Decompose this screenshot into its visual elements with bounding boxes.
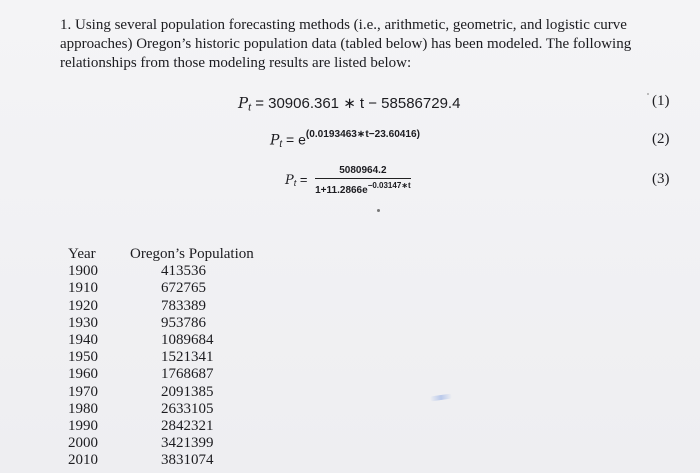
population-cell: 413536 — [161, 263, 206, 280]
equation-arithmetic — [238, 94, 460, 114]
year-cell: 1920 — [68, 297, 98, 314]
eq2-lhs-sub: t — [279, 138, 283, 150]
problem-statement: 1. Using several population forecasting methods (i.e., arithmetic, geometric, and logistic curve approaches) Oregon’s historic population data (tabled below) has been modeled. The following relationships from those modeling results are listed below: — [60, 17, 632, 71]
eq1-rhs: = 30906.361 ∗ t − 58586729.4 — [255, 95, 461, 112]
year-header: Year — [68, 246, 96, 262]
eq1-lhs: P — [238, 94, 249, 112]
eq2-exponent: (0.0193463∗t−23.60416) — [305, 129, 420, 140]
equation-geometric — [270, 129, 420, 150]
eq3-denominator-base: 1+11.2866e — [315, 185, 368, 196]
eq3-denominator-exponent: −0.03147∗t — [367, 181, 411, 190]
screen-glare — [430, 393, 452, 401]
year-cell: 2000 — [68, 435, 98, 452]
year-cell: 1980 — [68, 400, 98, 417]
year-cell: 1930 — [68, 314, 98, 331]
equation-number-3: (3) — [652, 171, 670, 187]
population-cell: 1521341 — [161, 349, 214, 366]
eq3-denominator — [315, 179, 411, 196]
population-cell: 672765 — [161, 280, 206, 297]
eq2-eq-sign: = e — [286, 131, 306, 148]
eq2-lhs: P — [270, 132, 280, 149]
equation-logistic — [285, 165, 411, 196]
eq3-lhs: P — [285, 172, 294, 188]
population-cell: 953786 — [161, 314, 206, 331]
population-cell: 2633105 — [161, 400, 214, 417]
population-column — [161, 263, 214, 469]
year-cell: 1960 — [68, 366, 98, 383]
population-cell: 1089684 — [161, 331, 214, 348]
eq3-fraction — [315, 165, 411, 196]
year-column — [68, 246, 118, 469]
eq1-lhs-sub: t — [248, 101, 252, 114]
population-cell: 3831074 — [161, 452, 214, 469]
population-cell: 3421399 — [161, 435, 214, 452]
population-cell: 783389 — [161, 297, 206, 314]
eq3-numerator: 5080964.2 — [315, 165, 411, 179]
equation-number-2: (2) — [652, 131, 670, 147]
year-cell: 1900 — [68, 263, 98, 280]
eq3-lhs-sub: t — [293, 178, 297, 189]
year-cell: 1990 — [68, 417, 98, 434]
population-cell: 1768687 — [161, 366, 214, 383]
population-cell: 2842321 — [161, 417, 214, 434]
year-cell: 2010 — [68, 452, 98, 469]
population-header: Oregon’s Population — [130, 246, 254, 262]
year-cell: 1970 — [68, 383, 98, 400]
speck-mark — [647, 93, 649, 95]
year-cell: 1940 — [68, 331, 98, 348]
year-cell: 1910 — [68, 280, 98, 297]
equation-number-1: (1) — [652, 93, 670, 109]
population-cell: 2091385 — [161, 383, 214, 400]
year-cell: 1950 — [68, 349, 98, 366]
eq3-eq-sign: = — [299, 171, 308, 187]
speck-mark — [377, 209, 380, 212]
